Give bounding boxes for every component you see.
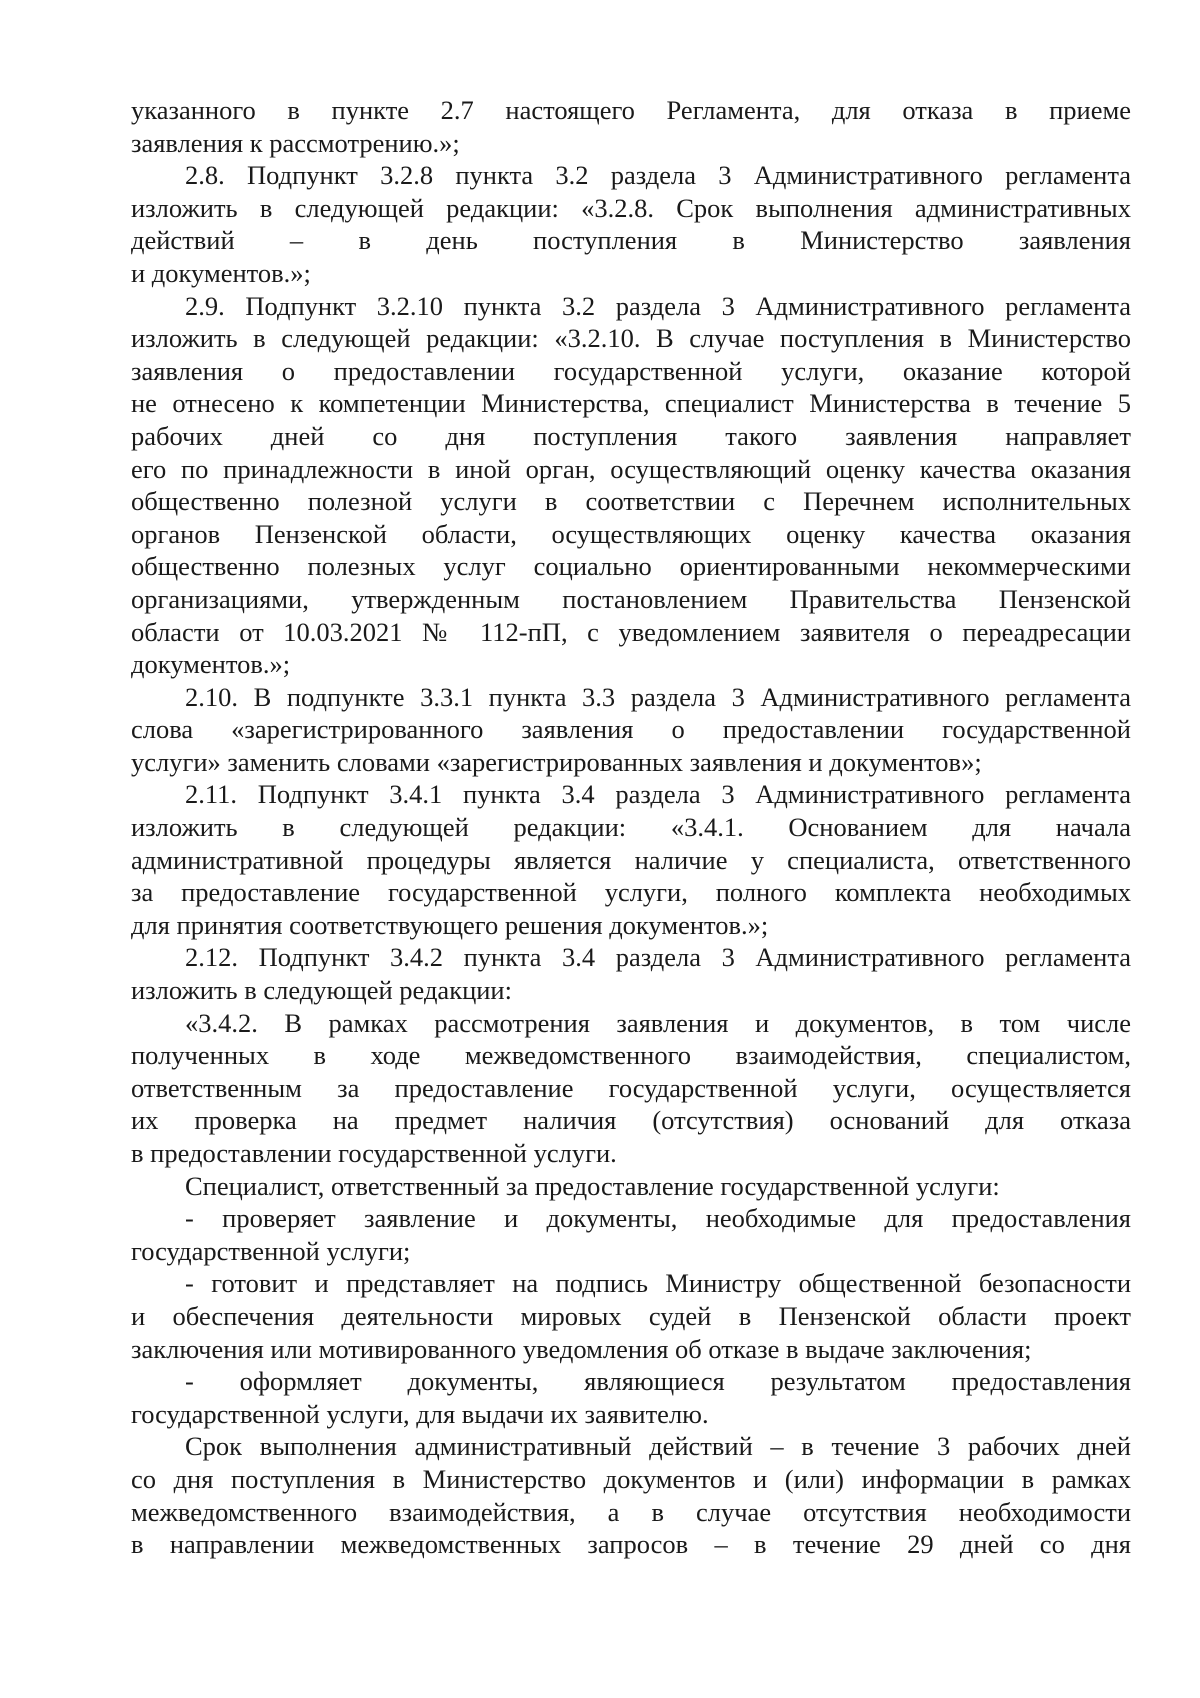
text-line: не отнесено к компетенции Министерства, специалист Министерства в течение 5 xyxy=(131,388,1131,419)
text-line: полученных в ходе межведомственного взаимодействия, специалистом, xyxy=(131,1040,1131,1071)
text-line: административной процедуры является наличие у специалиста, ответственного xyxy=(131,844,1131,875)
text-line: Срок выполнения административный действий – в течение 3 рабочих дней xyxy=(185,1431,1131,1462)
text-line: в направлении межведомственных запросов – в течение 29 дней со дня xyxy=(131,1529,1131,1560)
text-line: в предоставлении государственной услуги. xyxy=(131,1138,617,1168)
text-line: государственной услуги, для выдачи их заявителю. xyxy=(131,1398,709,1429)
text-line: государственной услуги; xyxy=(131,1235,411,1266)
text-line: 2.12. Подпункт 3.4.2 пункта 3.4 раздела 3 Административного регламента xyxy=(185,942,1131,973)
text-line: слова «зарегистрированного заявления о предоставлении государственной xyxy=(131,714,1131,745)
text-line: заявления к рассмотрению.»; xyxy=(131,127,460,158)
text-line: 2.11. Подпункт 3.4.1 пункта 3.4 раздела 3 Административного регламента xyxy=(185,779,1131,810)
text-line: организациями, утвержденным постановлением Правительства Пензенской xyxy=(131,583,1131,614)
text-line: - проверяет заявление и документы, необходимые для предоставления xyxy=(185,1203,1131,1234)
text-line: со дня поступления в Министерство документов и (или) информации в рамках xyxy=(131,1463,1131,1494)
text-line: Специалист, ответственный за предоставление государственной услуги: xyxy=(185,1170,1000,1201)
text-line: указанного в пункте 2.7 настоящего Регламента, для отказа в приеме xyxy=(131,95,1131,125)
text-line: области от 10.03.2021 № 112-пП, с уведомлением заявителя о переадресации xyxy=(131,616,1131,647)
text-line: услуги» заменить словами «зарегистрированных заявления и документов»; xyxy=(131,746,982,777)
text-line: заключения или мотивированного уведомления об отказе в выдаче заключения; xyxy=(131,1333,1032,1364)
text-line: изложить в следующей редакции: xyxy=(131,975,512,1006)
text-line: 2.8. Подпункт 3.2.8 пункта 3.2 раздела 3 Административного регламента xyxy=(185,160,1131,191)
text-line: 2.9. Подпункт 3.2.10 пункта 3.2 раздела 3 Административного регламента xyxy=(185,290,1131,321)
text-line: заявления о предоставлении государственной услуги, оказание которой xyxy=(131,355,1131,386)
text-line: их проверка на предмет наличия (отсутствия) оснований для отказа xyxy=(131,1105,1131,1136)
text-line: общественно полезной услуги в соответствии с Перечнем исполнительных xyxy=(131,486,1131,517)
text-line: документов.»; xyxy=(131,649,291,680)
text-line: за предоставление государственной услуги, полного комплекта необходимых xyxy=(131,877,1131,908)
text-line: органов Пензенской области, осуществляющих оценку качества оказания xyxy=(131,518,1131,549)
text-line: изложить в следующей редакции: «3.4.1. Основанием для начала xyxy=(131,812,1131,843)
text-line: 2.10. В подпункте 3.3.1 пункта 3.3 раздела 3 Административного регламента xyxy=(185,681,1131,712)
text-line: ответственным за предоставление государственной услуги, осуществляется xyxy=(131,1072,1131,1103)
text-line: общественно полезных услуг социально ориентированными некоммерческими xyxy=(131,551,1131,582)
text-line: межведомственного взаимодействия, а в случае отсутствия необходимости xyxy=(131,1496,1131,1527)
text-line: «3.4.2. В рамках рассмотрения заявления и документов, в том числе xyxy=(185,1007,1131,1038)
text-line: изложить в следующей редакции: «3.2.8. Срок выполнения административных xyxy=(131,192,1131,223)
text-line: изложить в следующей редакции: «3.2.10. В случае поступления в Министерство xyxy=(131,323,1131,354)
text-line: для принятия соответствующего решения документов.»; xyxy=(131,909,769,940)
text-line: его по принадлежности в иной орган, осуществляющий оценку качества оказания xyxy=(131,453,1131,484)
text-line: - оформляет документы, являющиеся результатом предоставления xyxy=(185,1366,1131,1397)
document-body xyxy=(131,94,1131,1561)
text-line: и документов.»; xyxy=(131,257,311,288)
text-line: и обеспечения деятельности мировых судей в Пензенской области проект xyxy=(131,1300,1131,1331)
text-line: рабочих дней со дня поступления такого заявления направляет xyxy=(131,420,1131,451)
text-line: действий – в день поступления в Министерство заявления xyxy=(131,225,1131,256)
text-line: - готовит и представляет на подпись Министру общественной безопасности xyxy=(185,1268,1131,1299)
